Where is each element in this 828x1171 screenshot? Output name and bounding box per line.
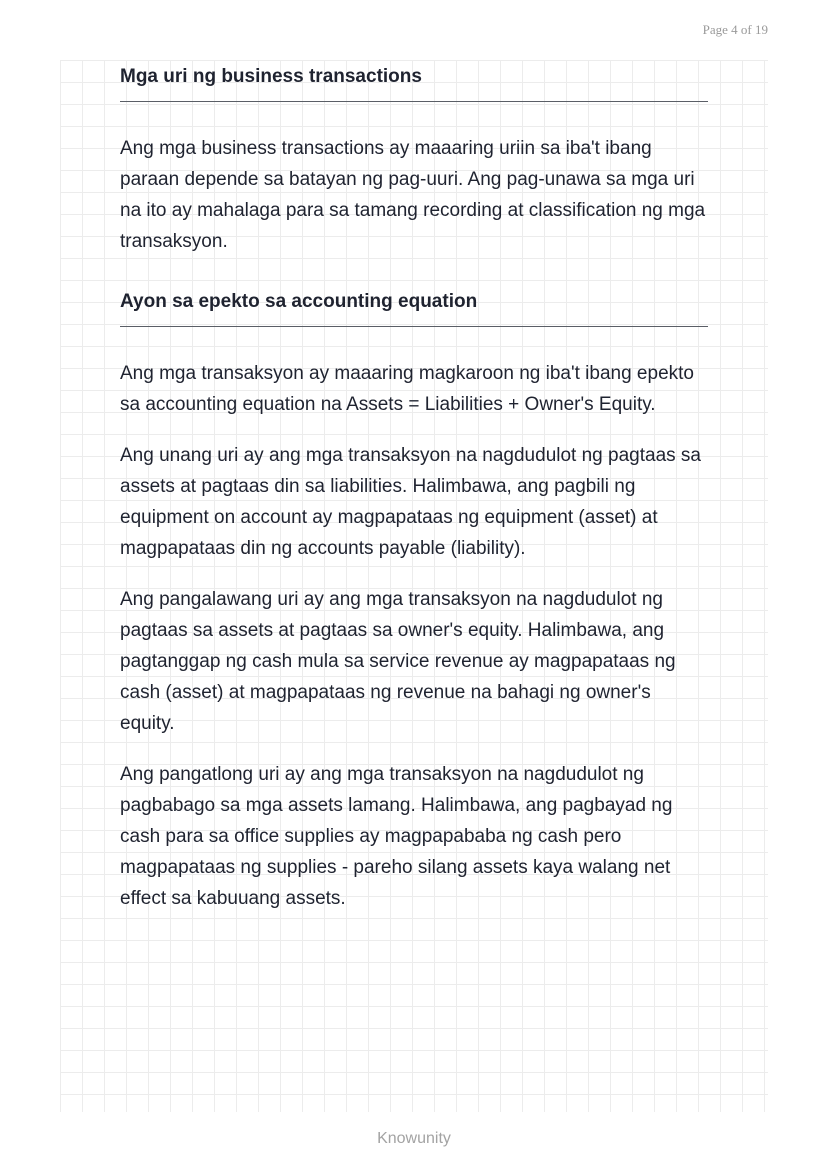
heading-divider [120, 101, 708, 102]
document-content [120, 60, 708, 914]
paragraph-first-type: Ang unang uri ay ang mga transaksyon na nagdudulot ng pagtaas sa assets at pagtaas din sa liabilities. Halimbawa, ang pagbili ng equipment on account ay magpapataas ng equipment (asset) at magpapataas din ng accounts payable (liability). [120, 445, 701, 559]
page-number: Page 4 of 19 [702, 22, 768, 37]
footer-brand: Knowunity [377, 1130, 451, 1147]
section-heading-accounting-equation: Ayon sa epekto sa accounting equation [120, 291, 478, 312]
paragraph-equation: Ang mga transaksyon ay maaaring magkaroon ng iba't ibang epekto sa accounting equation na Assets = Liabilities + Owner's Equity. [120, 363, 694, 415]
section-heading-business-transactions: Mga uri ng business transactions [120, 66, 422, 87]
paragraph-intro: Ang mga business transactions ay maaaring uriin sa iba't ibang paraan depende sa batayan ng pag-uuri. Ang pag-unawa sa mga uri na ito ay mahalaga para sa tamang recording at classification ng mga transaksyon. [120, 138, 706, 252]
heading-divider [120, 326, 708, 327]
paragraph-third-type: Ang pangatlong uri ay ang mga transaksyon na nagdudulot ng pagbabago sa mga assets lamang. Halimbawa, ang pagbayad ng cash para sa office supplies ay magpapababa ng cash pero magpapataas ng supplies - pareho silang assets kaya walang net effect sa kabuuang assets. [120, 764, 673, 909]
paragraph-second-type: Ang pangalawang uri ay ang mga transaksyon na nagdudulot ng pagtaas sa assets at pagtaas sa owner's equity. Halimbawa, ang pagtanggap ng cash mula sa service revenue ay magpapataas ng cash (asset) at magpapataas ng revenue na bahagi ng owner's equity. [120, 589, 676, 734]
